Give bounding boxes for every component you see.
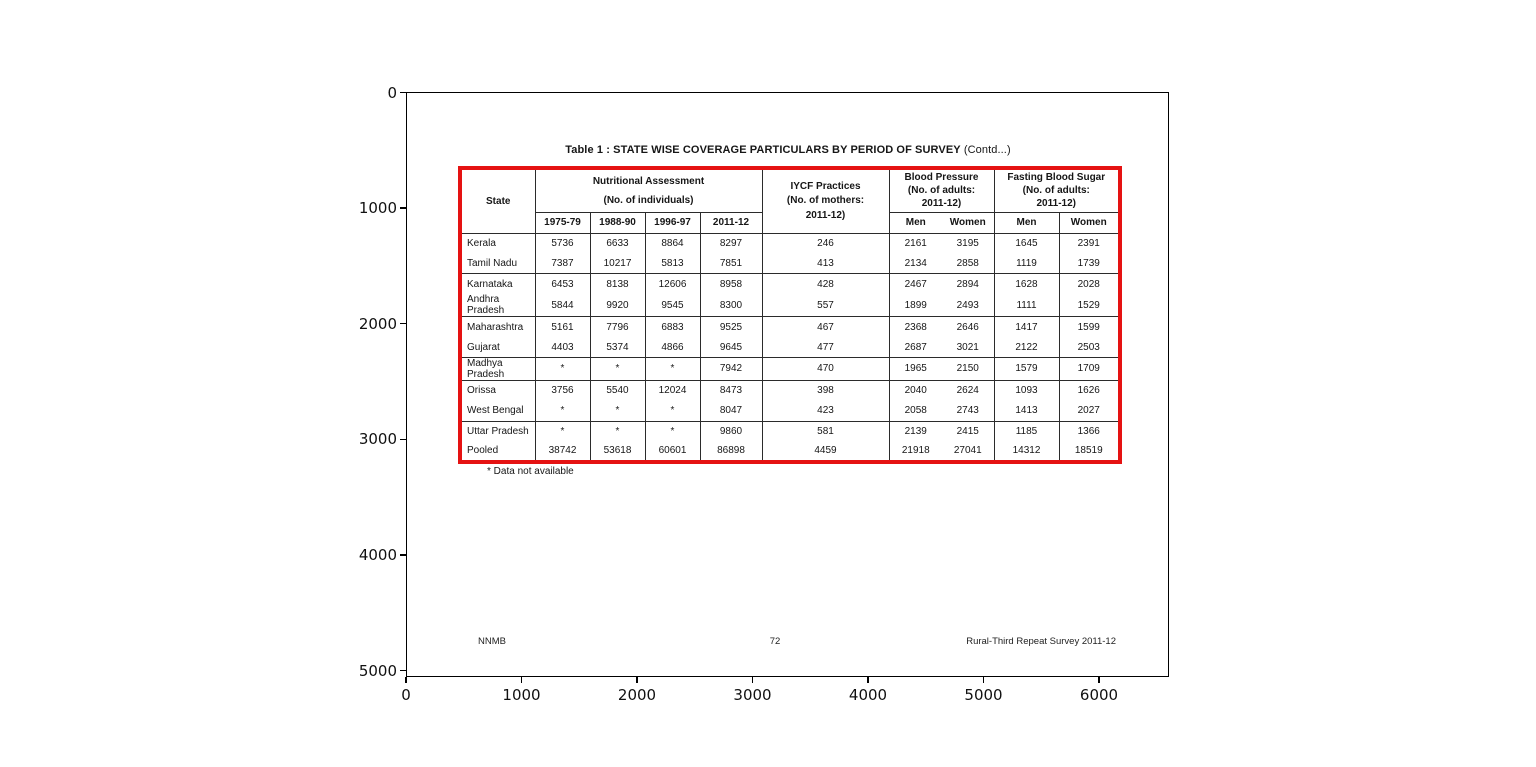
cell-iycf: 467 <box>762 317 889 337</box>
cell-na-1975-79: * <box>535 357 590 380</box>
cell-fbs-women: 18519 <box>1059 442 1120 462</box>
cell-fbs-women: 2391 <box>1059 233 1120 253</box>
cell-bp-women: 3021 <box>956 341 979 353</box>
y-axis-tick-label: 5000 <box>358 661 397 680</box>
table-row <box>460 421 1120 441</box>
footer-page-number: 72 <box>769 636 781 647</box>
cell-iycf: 557 <box>762 294 889 317</box>
cell-state: Kerala <box>467 237 496 249</box>
cell-na-2011-12: 8047 <box>700 401 762 421</box>
table-row <box>460 380 1120 400</box>
cell-bp-women: 2493 <box>956 299 979 311</box>
cell-na-1975-79: 7387 <box>535 253 590 273</box>
cell-iycf: 4459 <box>762 442 889 462</box>
x-axis-tick-label: 2000 <box>617 686 657 704</box>
cell-na-2011-12: 9525 <box>700 317 762 337</box>
x-axis-tick-mark <box>1098 677 1100 683</box>
cell-fbs-women: 2503 <box>1059 337 1120 357</box>
header-fbs-line3: 2011-12) <box>1036 198 1076 210</box>
header-iycf-line1: IYCF Practices <box>790 180 861 192</box>
cell-bp-women: 2415 <box>942 421 994 441</box>
header-nutritional-assessment <box>535 168 762 212</box>
cell-na-1988-90: 6633 <box>590 233 645 253</box>
header-bp-women: Women <box>942 212 994 233</box>
cell-na-1996-97: 60601 <box>645 442 700 462</box>
cell-bp-men: 2139 <box>889 421 942 441</box>
cell-na-2011-12: 8300 <box>700 294 762 317</box>
cell-iycf: 246 <box>762 233 889 253</box>
header-fasting-blood-sugar <box>994 168 1120 212</box>
cell-fbs-men: 1645 <box>994 233 1059 253</box>
cell-bp-men: 1899 <box>889 294 942 317</box>
cell-na-1988-90: 10217 <box>590 253 645 273</box>
table-row <box>460 442 1120 462</box>
cell-state: Maharashtra <box>460 317 535 337</box>
table-row <box>460 337 1120 357</box>
cell-na-2011-12: 9645 <box>700 337 762 357</box>
cell-na-1996-97: 8864 <box>645 233 700 253</box>
cell-fbs-men: 1119 <box>994 253 1059 273</box>
cell-bp-men: 21918 <box>889 442 942 462</box>
cell-fbs-women: 2027 <box>1059 401 1120 421</box>
y-axis-tick-mark <box>400 207 406 209</box>
cell-na-1996-97: 9545 <box>645 294 700 317</box>
cell-na-1988-90: 9920 <box>590 294 645 317</box>
table-title <box>458 144 1118 156</box>
cell-bp-men: 2467 <box>889 274 942 294</box>
cell-bp-women: 2858 <box>956 257 979 269</box>
cell-na-2011-12: 9860 <box>700 421 762 441</box>
header-bp-line3: 2011-12) <box>921 198 962 210</box>
header-iycf-line2: (No. of mothers: <box>786 195 865 206</box>
cell-bp-men: 2040 <box>889 380 942 400</box>
cell-na-1996-97: 4866 <box>645 337 700 357</box>
x-axis-tick-label: 3000 <box>733 686 772 704</box>
x-axis-tick-mark <box>867 677 869 683</box>
header-fbs-line2: (No. of adults: <box>1022 185 1090 197</box>
header-year-1975-79: 1975-79 <box>535 212 590 233</box>
y-axis-tick-label: 3000 <box>358 430 397 449</box>
cell-fbs-men: 1111 <box>994 294 1059 317</box>
x-axis-tick-mark <box>752 677 754 683</box>
table-title-main: Table 1 : STATE WISE COVERAGE PARTICULARS BY PERIOD OF SURVEY <box>565 144 961 156</box>
cell-na-1996-97: * <box>645 357 700 380</box>
x-axis-tick-mark <box>636 677 638 683</box>
header-year-2011-12: 2011-12 <box>700 212 762 233</box>
y-axis-tick-label: 4000 <box>358 545 397 564</box>
y-axis-tick-label: 1000 <box>358 199 397 218</box>
cell-na-2011-12: 8473 <box>700 380 762 400</box>
x-axis-tick-label: 1000 <box>502 686 541 704</box>
cell-state: Pooled <box>467 445 499 457</box>
header-iycf-line3: 2011-12) <box>805 209 846 221</box>
cell-bp-women: 2624 <box>942 380 994 400</box>
cell-fbs-men: 1417 <box>994 317 1059 337</box>
x-axis-tick-mark <box>405 677 407 683</box>
cell-bp-women: 2150 <box>942 357 994 380</box>
header-bp-line2: (No. of adults: <box>907 185 976 197</box>
cell-na-1975-79: 6453 <box>535 274 590 294</box>
x-axis-tick-label: 4000 <box>848 686 888 704</box>
cell-state: West Bengal <box>467 405 524 417</box>
y-axis-tick-mark <box>400 554 406 556</box>
cell-na-1996-97: 12024 <box>645 380 700 400</box>
cell-bp-women: 2894 <box>942 274 994 294</box>
y-axis-tick-label: 0 <box>387 83 397 102</box>
header-year-1988-90: 1988-90 <box>590 212 645 233</box>
cell-na-1975-79: 5844 <box>535 294 590 317</box>
cell-na-1988-90: * <box>590 421 645 441</box>
cell-fbs-men: 1185 <box>994 421 1059 441</box>
cell-fbs-women: 1599 <box>1059 317 1120 337</box>
table-row <box>460 317 1120 337</box>
header-year-1996-97: 1996-97 <box>645 212 700 233</box>
y-axis-tick-mark <box>400 670 406 672</box>
footer-survey-label: Rural-Third Repeat Survey 2011-12 <box>966 636 1116 647</box>
cell-state: Karnataka <box>460 274 535 294</box>
header-blood-pressure <box>889 168 994 212</box>
cell-na-1975-79: 38742 <box>535 442 590 462</box>
header-fbs-line1: Fasting Blood Sugar <box>1007 172 1106 184</box>
cell-na-1996-97: 5813 <box>645 253 700 273</box>
cell-fbs-women: 1739 <box>1059 253 1120 273</box>
cell-iycf: 423 <box>762 401 889 421</box>
cell-bp-women: 2646 <box>942 317 994 337</box>
header-fbs-men: Men <box>994 212 1059 233</box>
cell-bp-men: 2161 <box>889 233 942 253</box>
cell-na-1988-90: 5374 <box>590 337 645 357</box>
header-nutritional-line1: Nutritional Assessment <box>592 175 705 187</box>
table-row <box>460 357 1120 380</box>
cell-na-2011-12: 7851 <box>700 253 762 273</box>
cell-state: Uttar Pradesh <box>460 421 535 441</box>
cell-na-1996-97: 12606 <box>645 274 700 294</box>
cell-na-2011-12: 86898 <box>700 442 762 462</box>
y-axis-tick-label: 2000 <box>358 314 397 333</box>
header-state: State <box>460 168 535 233</box>
cell-na-1988-90: * <box>590 357 645 380</box>
x-axis-tick-label: 5000 <box>964 686 1003 704</box>
header-nutritional-line2: (No. of individuals) <box>603 194 694 206</box>
y-axis-tick-mark <box>400 439 406 441</box>
cell-fbs-women: 1626 <box>1059 380 1120 400</box>
cell-na-1988-90: * <box>590 401 645 421</box>
cell-iycf: 470 <box>762 357 889 380</box>
footnote-data-not-available: * Data not available <box>487 466 574 477</box>
cell-fbs-women: 1529 <box>1059 294 1120 317</box>
cell-na-2011-12: 7942 <box>700 357 762 380</box>
table-row <box>460 233 1120 253</box>
cell-na-2011-12: 8297 <box>700 233 762 253</box>
cell-na-1996-97: 6883 <box>645 317 700 337</box>
table-title-suffix: (Contd...) <box>960 144 1011 156</box>
cell-iycf: 413 <box>762 253 889 273</box>
x-axis-tick-label: 0 <box>401 686 411 704</box>
cell-state: Andhra Pradesh <box>467 294 505 317</box>
table-row <box>460 274 1120 294</box>
cell-bp-men: 2368 <box>889 317 942 337</box>
cell-bp-men: 1965 <box>889 357 942 380</box>
cell-na-1975-79: * <box>535 401 590 421</box>
cell-na-1996-97: * <box>645 401 700 421</box>
coverage-table <box>458 166 1122 464</box>
y-axis-tick-mark <box>400 323 406 325</box>
table-row <box>460 401 1120 421</box>
cell-na-1988-90: 5540 <box>590 380 645 400</box>
cell-bp-men: 2134 <box>889 253 942 273</box>
cell-iycf: 428 <box>762 274 889 294</box>
cell-na-2011-12: 8958 <box>700 274 762 294</box>
cell-fbs-women: 2028 <box>1059 274 1120 294</box>
table-row <box>460 253 1120 273</box>
cell-state: Tamil Nadu <box>467 257 518 269</box>
cell-na-1975-79: 5736 <box>535 233 590 253</box>
x-axis-tick-label: 6000 <box>1079 686 1119 704</box>
cell-iycf: 398 <box>762 380 889 400</box>
cell-iycf: 477 <box>762 337 889 357</box>
cell-state: Orissa <box>460 380 535 400</box>
cell-na-1975-79: 3756 <box>535 380 590 400</box>
cell-state: Gujarat <box>467 341 500 353</box>
cell-fbs-women: 1366 <box>1059 421 1120 441</box>
x-axis-tick-mark <box>983 677 985 683</box>
cell-fbs-men: 2122 <box>994 337 1059 357</box>
y-axis-tick-mark <box>400 92 406 94</box>
cell-fbs-men: 1579 <box>994 357 1059 380</box>
cell-na-1975-79: 5161 <box>535 317 590 337</box>
cell-bp-women: 27041 <box>953 445 982 457</box>
cell-bp-women: 3195 <box>956 237 979 249</box>
table-row <box>460 294 1120 317</box>
cell-na-1988-90: 7796 <box>590 317 645 337</box>
cell-na-1996-97: * <box>645 421 700 441</box>
cell-fbs-men: 1093 <box>994 380 1059 400</box>
cell-bp-women: 2743 <box>956 405 979 417</box>
cell-fbs-women: 1709 <box>1059 357 1120 380</box>
header-iycf-practices <box>762 168 889 233</box>
cell-bp-men: 2687 <box>889 337 942 357</box>
cell-fbs-men: 14312 <box>994 442 1059 462</box>
cell-fbs-men: 1628 <box>994 274 1059 294</box>
cell-na-1975-79: 4403 <box>535 337 590 357</box>
header-fbs-women: Women <box>1059 212 1120 233</box>
footer-org-label: NNMB <box>478 636 506 647</box>
cell-na-1975-79: * <box>535 421 590 441</box>
cell-fbs-men: 1413 <box>994 401 1059 421</box>
header-bp-line1: Blood Pressure <box>904 172 979 184</box>
cell-state: Madhya Pradesh <box>460 357 535 380</box>
cell-iycf: 581 <box>762 421 889 441</box>
cell-na-1988-90: 53618 <box>590 442 645 462</box>
x-axis-tick-mark <box>521 677 523 683</box>
header-bp-men: Men <box>889 212 942 233</box>
cell-na-1988-90: 8138 <box>590 274 645 294</box>
cell-bp-men: 2058 <box>889 401 942 421</box>
